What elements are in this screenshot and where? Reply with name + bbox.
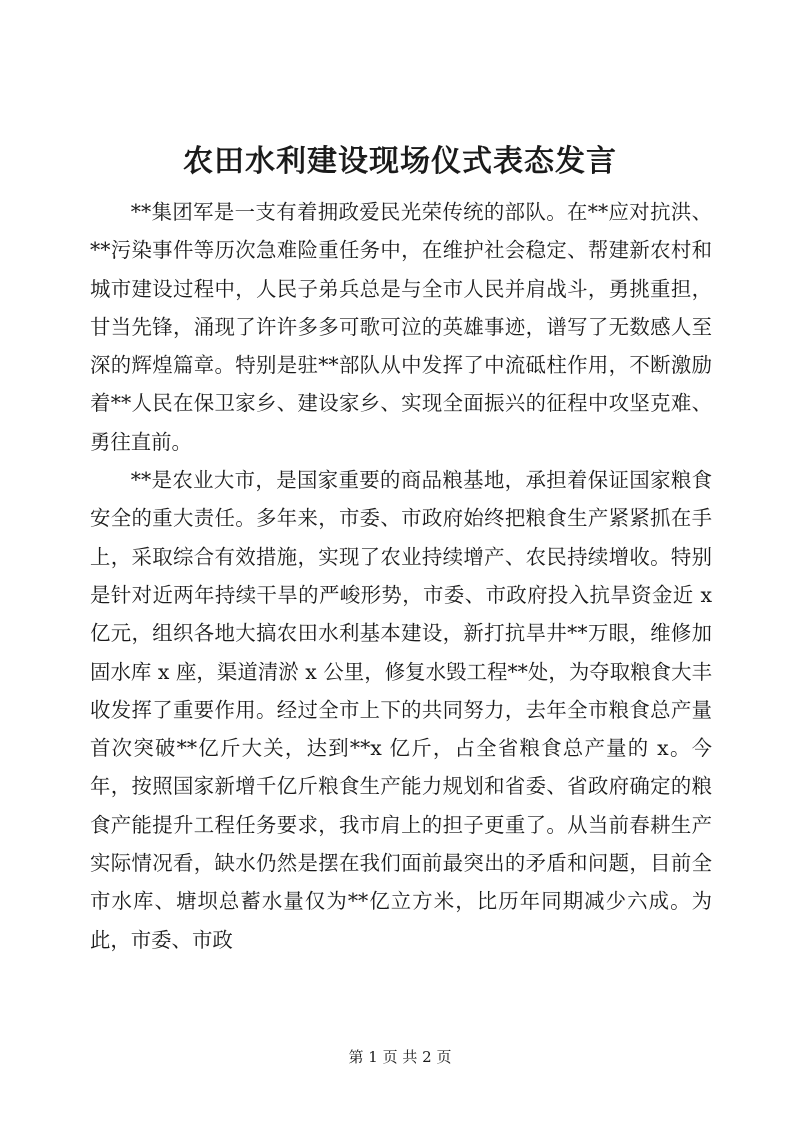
document-body bbox=[90, 193, 712, 959]
page-footer: 第 1 页 共 2 页 bbox=[348, 1048, 452, 1066]
paragraph-1: **集团军是一支有着拥政爱民光荣传统的部队。在**应对抗洪、**污染事件等历次急难险重任务中，在维护社会稳定、帮建新农村和城市建设过程中，人民子弟兵总是与全市人民并肩战斗，勇挑重担，甘当先锋，涌现了许许多多可歌可泣的英雄事迹，谱写了无数感人至深的辉煌篇章。特别是驻**部队从中发挥了中流砥柱作用，不断激励着**人民在保卫家乡、建设家乡、实现全面振兴的征程中攻坚克难、勇往直前。 bbox=[90, 200, 712, 454]
document-title: 农田水利建设现场仪式表态发言 bbox=[183, 144, 617, 179]
paragraph-2: **是农业大市，是国家重要的商品粮基地，承担着保证国家粮食安全的重大责任。多年来，市委、市政府始终把粮食生产紧紧抓在手上，采取综合有效措施，实现了农业持续增产、农民持续增收。特别是针对近两年持续干旱的严峻形势，市委、市政府投入抗旱资金近 x 亿元，组织各地大搞农田水利基本建设，新打抗旱井**万眼，维修加固水库 x 座，渠道清淤 x 公里，修复水毁工程**处，为夺取粮食大丰收发挥了重要作用。经过全市上下的共同努力，去年全市粮食总产量首次突破**亿斤大关，达到**x 亿斤，占全省粮食总产量的 x。今年，按照国家新增千亿斤粮食生产能力规划和省委、省政府确定的粮食产能提升工程任务要求，我市肩上的担子更重了。从当前春耕生产实际情况看，缺水仍然是摆在我们面前最突出的矛盾和问题，目前全市水库、塘坝总蓄水量仅为**亿立方米，比历年同期减少六成。为此，市委、市政 bbox=[90, 468, 712, 952]
